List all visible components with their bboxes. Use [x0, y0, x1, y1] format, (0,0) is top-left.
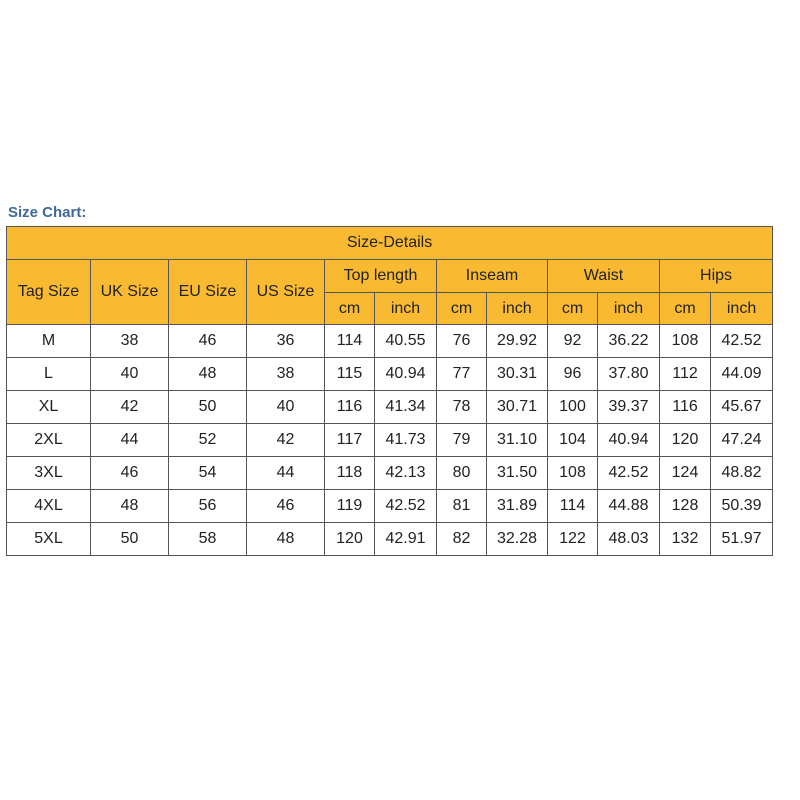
table-cell: 32.28	[487, 523, 548, 556]
table-cell: 42.52	[375, 490, 437, 523]
tag-size-header: Tag Size	[7, 260, 91, 325]
table-cell: 42.52	[711, 325, 773, 358]
table-cell: 104	[548, 424, 598, 457]
table-cell: 132	[660, 523, 711, 556]
table-cell: 3XL	[7, 457, 91, 490]
unit-header-inch: inch	[711, 293, 773, 325]
table-cell: 44.88	[598, 490, 660, 523]
table-cell: 79	[437, 424, 487, 457]
table-cell: 51.97	[711, 523, 773, 556]
unit-header-cm: cm	[437, 293, 487, 325]
table-cell: 4XL	[7, 490, 91, 523]
table-cell: 39.37	[598, 391, 660, 424]
table-cell: 108	[548, 457, 598, 490]
table-cell: 54	[169, 457, 247, 490]
table-cell: L	[7, 358, 91, 391]
unit-header-inch: inch	[375, 293, 437, 325]
table-cell: 78	[437, 391, 487, 424]
us-size-header: US Size	[247, 260, 325, 325]
table-cell: 82	[437, 523, 487, 556]
table-cell: 76	[437, 325, 487, 358]
table-cell: 38	[91, 325, 169, 358]
size-chart-title: Size Chart:	[8, 204, 87, 221]
unit-header-inch: inch	[598, 293, 660, 325]
table-cell: 118	[325, 457, 375, 490]
table-cell: 42	[247, 424, 325, 457]
table-cell: 128	[660, 490, 711, 523]
table-row	[7, 523, 773, 556]
table-row	[7, 325, 773, 358]
size-details-header: Size-Details	[7, 227, 773, 260]
table-cell: 31.89	[487, 490, 548, 523]
table-cell: 50	[169, 391, 247, 424]
table-cell: 41.34	[375, 391, 437, 424]
table-cell: 42.91	[375, 523, 437, 556]
table-cell: 30.31	[487, 358, 548, 391]
table-cell: 115	[325, 358, 375, 391]
table-cell: 37.80	[598, 358, 660, 391]
eu-size-header: EU Size	[169, 260, 247, 325]
unit-header-cm: cm	[325, 293, 375, 325]
table-cell: 40.55	[375, 325, 437, 358]
table-cell: 42.52	[598, 457, 660, 490]
table-cell: 114	[325, 325, 375, 358]
table-cell: 29.92	[487, 325, 548, 358]
table-cell: XL	[7, 391, 91, 424]
table-cell: 31.50	[487, 457, 548, 490]
table-cell: 30.71	[487, 391, 548, 424]
inseam-header: Inseam	[437, 260, 548, 293]
table-cell: 48	[247, 523, 325, 556]
table-cell: 119	[325, 490, 375, 523]
table-cell: 45.67	[711, 391, 773, 424]
table-cell: 40	[91, 358, 169, 391]
table-cell: 50	[91, 523, 169, 556]
table-cell: 81	[437, 490, 487, 523]
table-cell: 40	[247, 391, 325, 424]
table-cell: M	[7, 325, 91, 358]
table-cell: 116	[325, 391, 375, 424]
table-cell: 46	[91, 457, 169, 490]
waist-header: Waist	[548, 260, 660, 293]
table-cell: 96	[548, 358, 598, 391]
table-cell: 117	[325, 424, 375, 457]
hips-header: Hips	[660, 260, 773, 293]
table-row	[7, 391, 773, 424]
unit-header-inch: inch	[487, 293, 548, 325]
unit-header-cm: cm	[548, 293, 598, 325]
table-cell: 52	[169, 424, 247, 457]
table-cell: 100	[548, 391, 598, 424]
table-cell: 50.39	[711, 490, 773, 523]
table-cell: 42.13	[375, 457, 437, 490]
table-cell: 2XL	[7, 424, 91, 457]
table-cell: 36.22	[598, 325, 660, 358]
table-cell: 46	[247, 490, 325, 523]
table-cell: 114	[548, 490, 598, 523]
table-cell: 31.10	[487, 424, 548, 457]
table-cell: 80	[437, 457, 487, 490]
table-cell: 116	[660, 391, 711, 424]
table-cell: 46	[169, 325, 247, 358]
table-row	[7, 358, 773, 391]
table-cell: 120	[325, 523, 375, 556]
table-cell: 5XL	[7, 523, 91, 556]
table-row	[7, 424, 773, 457]
top-length-header: Top length	[325, 260, 437, 293]
table-cell: 108	[660, 325, 711, 358]
table-cell: 124	[660, 457, 711, 490]
table-cell: 44	[247, 457, 325, 490]
table-cell: 40.94	[375, 358, 437, 391]
table-cell: 92	[548, 325, 598, 358]
table-cell: 41.73	[375, 424, 437, 457]
table-cell: 48.82	[711, 457, 773, 490]
table-cell: 38	[247, 358, 325, 391]
table-cell: 112	[660, 358, 711, 391]
table-cell: 58	[169, 523, 247, 556]
table-row	[7, 490, 773, 523]
table-cell: 44	[91, 424, 169, 457]
table-row	[7, 457, 773, 490]
table-cell: 47.24	[711, 424, 773, 457]
size-table	[6, 226, 773, 556]
table-cell: 120	[660, 424, 711, 457]
unit-header-cm: cm	[660, 293, 711, 325]
table-cell: 48.03	[598, 523, 660, 556]
table-cell: 56	[169, 490, 247, 523]
uk-size-header: UK Size	[91, 260, 169, 325]
table-cell: 48	[91, 490, 169, 523]
table-cell: 48	[169, 358, 247, 391]
table-cell: 36	[247, 325, 325, 358]
table-cell: 44.09	[711, 358, 773, 391]
table-cell: 42	[91, 391, 169, 424]
table-cell: 122	[548, 523, 598, 556]
table-cell: 40.94	[598, 424, 660, 457]
table-cell: 77	[437, 358, 487, 391]
